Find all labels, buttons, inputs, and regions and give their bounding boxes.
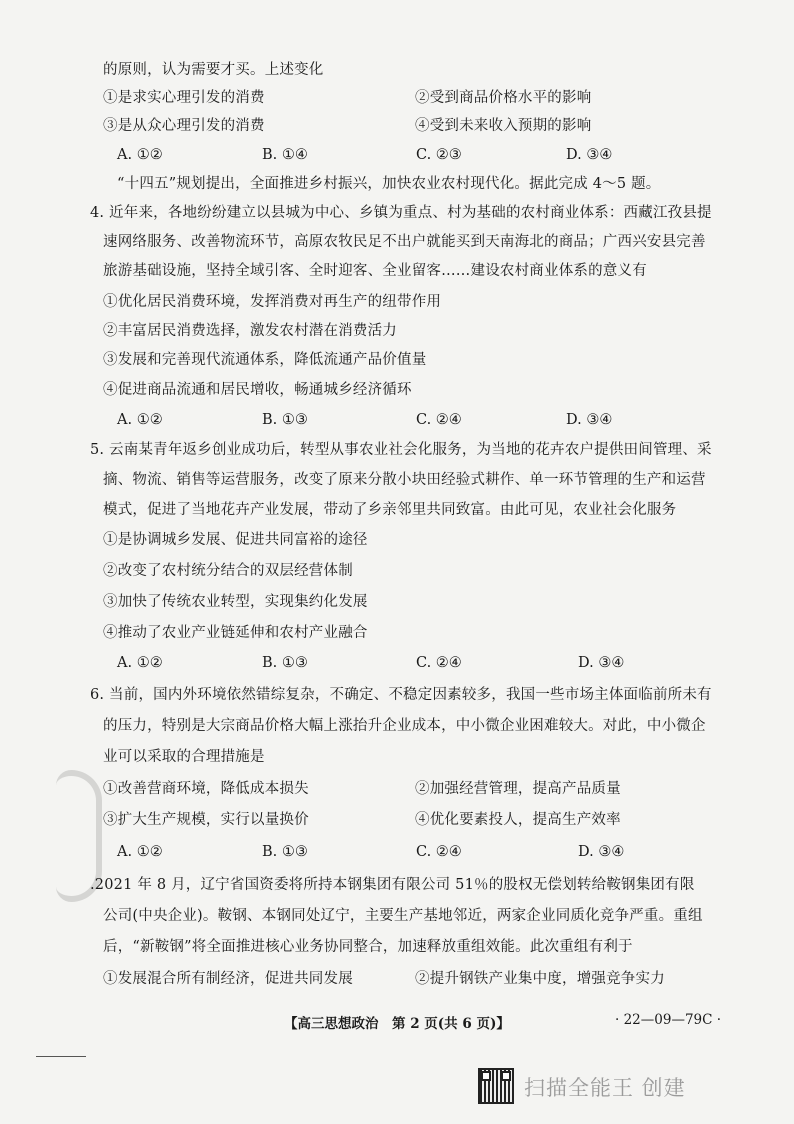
scanner-brand-text: 扫描全能王 创建 <box>524 1076 686 1100</box>
q5-choice-d: D. ③④ <box>578 655 625 671</box>
q4-stem-line-2: 速网络服务、改善物流环节，高原农牧民足不出户就能买到天南海北的商品；广西兴安县完善 <box>103 234 706 250</box>
q4-option-1: ①优化居民消费环境，发挥消费对再生产的纽带作用 <box>103 294 442 310</box>
q4-choice-a: A. ①② <box>117 412 163 428</box>
q3-choice-a: A. ①② <box>117 147 163 163</box>
q4-option-3: ③发展和完善现代流通体系，降低流通产品价值量 <box>103 352 427 368</box>
q3-option-3: ③是从众心理引发的消费 <box>103 118 265 134</box>
q6-option-4: ④优化要素投人，提高生产效率 <box>415 812 621 828</box>
q7-option-2: ②提升钢铁产业集中度，增强竞争实力 <box>415 971 665 987</box>
q6-option-3: ③扩大生产规模，实行以量换价 <box>103 812 309 828</box>
q4-option-4: ④促进商品流通和居民增收，畅通城乡经济循环 <box>103 382 412 398</box>
q5-option-2: ②改变了农村统分结合的双层经营体制 <box>103 563 353 579</box>
q3-option-1: ①是求实心理引发的消费 <box>103 90 265 106</box>
q4-stem-line-3: 旅游基础设施，坚持全域引客、全时迎客、全业留客……建设农村商业体系的意义有 <box>103 263 647 279</box>
q7-option-1: ①发展混合所有制经济，促进共同发展 <box>103 971 353 987</box>
q3-choice-b: B. ①④ <box>262 147 308 163</box>
q5-option-1: ①是协调城乡发展、促进共同富裕的途径 <box>103 532 368 548</box>
q6-stem-line-2: 的压力，特别是大宗商品价格大幅上涨抬升企业成本，中小微企业困难较大。对此，中小微企 <box>103 718 706 734</box>
q6-stem-line-3: 业可以采取的合理措施是 <box>103 749 265 765</box>
q5-stem-line-1: 5. 云南某青年返乡创业成功后，转型从事农业社会化服务，为当地的花卉农户提供田间管理、采 <box>90 442 712 458</box>
footer-rule <box>36 1056 86 1057</box>
q3-choice-d: D. ③④ <box>566 147 613 163</box>
q6-stem-line-1: 6. 当前，国内外环境依然错综复杂，不确定、不稳定因素较多，我国一些市场主体面临前所未有 <box>90 687 712 703</box>
q5-choice-b: B. ①③ <box>262 655 308 671</box>
q6-choice-b: B. ①③ <box>262 844 308 860</box>
q6-choice-c: C. ②④ <box>416 844 462 860</box>
q4-stem-line-1: 4. 近年来，各地纷纷建立以县城为中心、乡镇为重点、村为基础的农村商业体系：西藏江孜县提 <box>90 205 712 221</box>
q3-option-4: ④受到未来收入预期的影响 <box>415 118 592 134</box>
q5-stem-line-3: 模式，促进了当地花卉产业发展，带动了乡亲邻里共同致富。由此可见，农业社会化服务 <box>103 502 677 518</box>
q3-stem-tail: 的原则，认为需要才买。上述变化 <box>103 62 324 78</box>
q5-option-3: ③加快了传统农业转型，实现集约化发展 <box>103 594 368 610</box>
q4-choice-c: C. ②④ <box>416 412 462 428</box>
q5-option-4: ④推动了农业产业链延伸和农村产业融合 <box>103 625 368 641</box>
section-intro: “十四五”规划提出，全面推进乡村振兴，加快农业农村现代化。据此完成 4～5 题。 <box>117 176 661 192</box>
q4-choice-b: B. ①③ <box>262 412 308 428</box>
q7-stem-line-3: 后，“新鞍钢”将全面推进核心业务协同整合，加速释放重组效能。此次重组有利于 <box>103 939 633 955</box>
page-footer <box>0 1012 794 1034</box>
footer-page-label: 【高三思想政治 第 2 页(共 6 页)】 <box>284 1016 510 1032</box>
q5-choice-a: A. ①② <box>117 655 163 671</box>
q4-option-2: ②丰富居民消费选择，激发农村潜在消费活力 <box>103 323 397 339</box>
q6-option-2: ②加强经营管理，提高产品质量 <box>415 781 621 797</box>
q7-stem-line-1: .2021 年 8 月，辽宁省国资委将所持本钢集团有限公司 51％的股权无偿划转给鞍钢集团有限 <box>90 877 695 893</box>
q4-choice-d: D. ③④ <box>566 412 613 428</box>
q6-choice-d: D. ③④ <box>578 844 625 860</box>
q3-option-2: ②受到商品价格水平的影响 <box>415 90 592 106</box>
footer-exam-code: · 22—09—79C · <box>615 1012 722 1028</box>
q6-option-1: ①改善营商环境，降低成本损失 <box>103 781 309 797</box>
q6-choice-a: A. ①② <box>117 844 163 860</box>
q3-choice-c: C. ②③ <box>416 147 462 163</box>
q7-stem-line-2: 公司(中央企业)。鞍钢、本钢同处辽宁，主要生产基地邻近，两家企业同质化竞争严重。重组 <box>103 908 703 924</box>
qr-code-icon <box>478 1068 514 1104</box>
q5-choice-c: C. ②④ <box>416 655 462 671</box>
q5-stem-line-2: 摘、物流、销售等运营服务，改变了原来分散小块田经验式耕作、单一环节管理的生产和运营 <box>103 472 706 488</box>
